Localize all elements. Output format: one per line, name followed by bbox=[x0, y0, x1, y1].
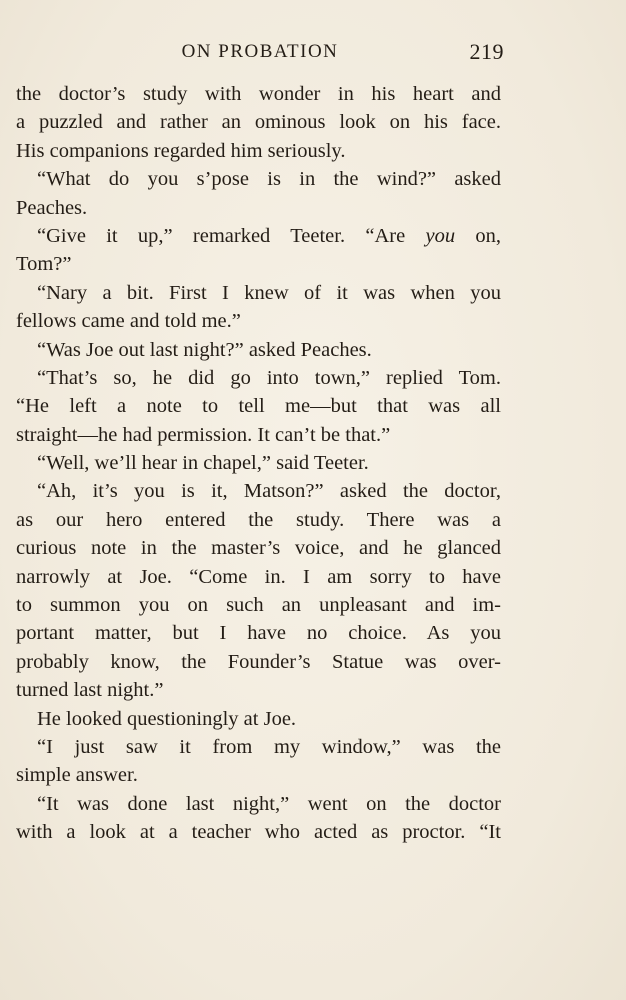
text-line: “I just saw it from my window,” was the bbox=[37, 735, 501, 758]
text-line: portant matter, but I have no choice. As you bbox=[16, 622, 501, 645]
text-line: “Ah, it’s you is it, Matson?” asked the doctor, bbox=[37, 480, 501, 503]
page-number: 219 bbox=[469, 39, 504, 64]
text-line: “Was Joe out last night?” asked Peaches. bbox=[37, 338, 372, 361]
text-line: narrowly at Joe. “Come in. I am sorry to have bbox=[16, 565, 501, 588]
text-line: Tom?” bbox=[16, 253, 72, 276]
text-line: “What do you s’pose is in the wind?” asked bbox=[37, 168, 501, 191]
text-line: “That’s so, he did go into town,” replied Tom. bbox=[37, 366, 501, 389]
text-line: fellows came and told me.” bbox=[16, 310, 241, 333]
text-line: straight—he had permission. It can’t be that.” bbox=[16, 423, 391, 446]
text-line: a puzzled and rather an ominous look on his face. bbox=[16, 111, 501, 134]
text-line: “He left a note to tell me—but that was all bbox=[16, 395, 501, 418]
text-line: He looked questioningly at Joe. bbox=[37, 707, 297, 730]
text-line: to summon you on such an unpleasant and im- bbox=[16, 594, 501, 617]
running-header bbox=[16, 36, 504, 68]
text-line: the doctor’s study with wonder in his heart and bbox=[16, 83, 501, 105]
text-line: His companions regarded him seriously. bbox=[16, 139, 346, 162]
running-title: ON PROBATION bbox=[181, 41, 339, 62]
text-line: probably know, the Founder’s Statue was over- bbox=[16, 650, 501, 673]
text-line: with a look at a teacher who acted as proctor. “It bbox=[16, 821, 501, 844]
text-line: as our hero entered the study. There was a bbox=[16, 508, 501, 531]
text-line: turned last night.” bbox=[16, 679, 164, 702]
text-line: “Nary a bit. First I knew of it was when you bbox=[37, 281, 501, 304]
text-line: Peaches. bbox=[16, 196, 88, 219]
text-line: simple answer. bbox=[16, 764, 138, 787]
text-line: “Well, we’ll hear in chapel,” said Teeter. bbox=[37, 452, 369, 475]
body-text bbox=[16, 80, 501, 847]
text-line: curious note in the master’s voice, and he glanced bbox=[16, 537, 501, 560]
text-line: “Give it up,” remarked Teeter. “Are you on, bbox=[37, 224, 501, 247]
text-line: “It was done last night,” went on the doctor bbox=[37, 792, 501, 815]
